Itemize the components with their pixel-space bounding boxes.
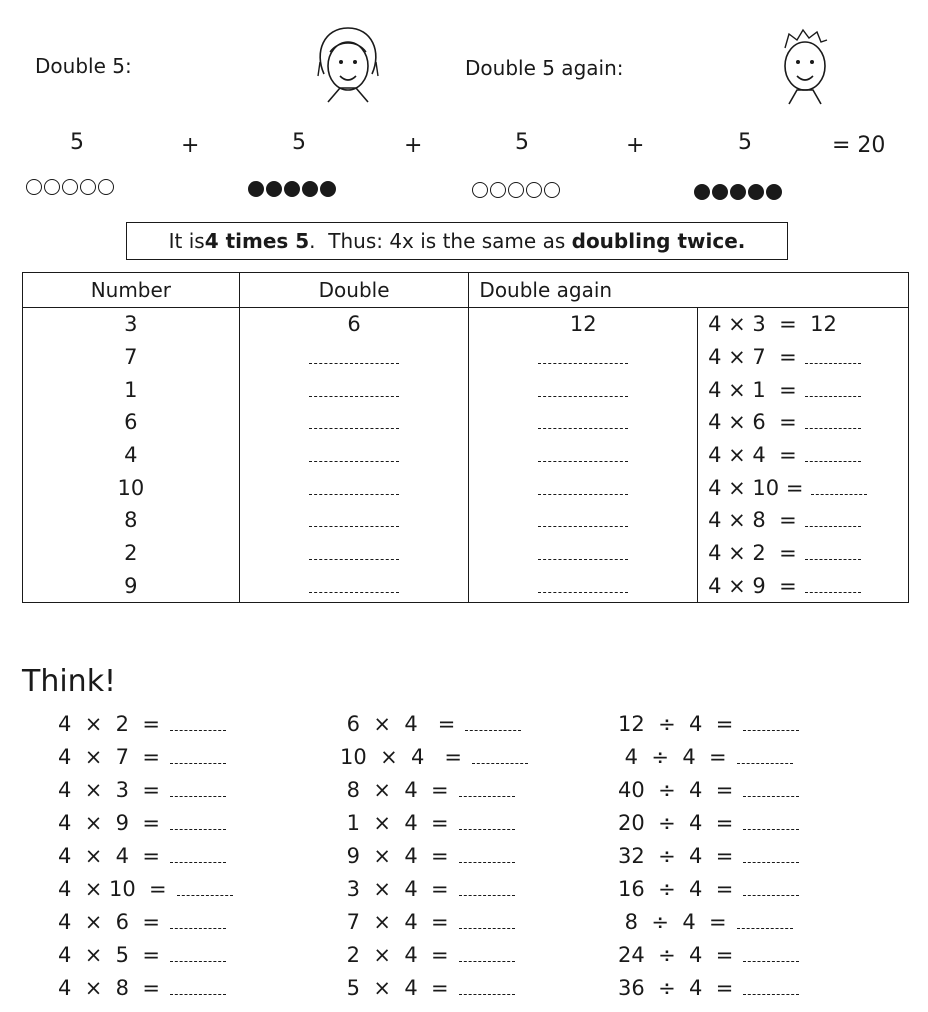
equation-cell — [698, 341, 909, 374]
double-cell — [239, 308, 469, 341]
open-circle — [80, 179, 96, 195]
think-problem — [58, 873, 233, 906]
think-problem — [618, 939, 799, 972]
equation-text: 4 × 4 = — [708, 443, 797, 468]
boy-face-icon — [775, 26, 835, 106]
filled-circle — [248, 181, 264, 197]
problem-text: 4 × 5 = — [58, 943, 160, 967]
think-problem — [58, 774, 233, 807]
table-row — [23, 341, 909, 374]
equation-cell — [698, 504, 909, 537]
think-problem — [58, 906, 233, 939]
think-problem — [340, 939, 528, 972]
problem-text: 24 ÷ 4 = — [618, 943, 734, 967]
think-problem — [340, 807, 528, 840]
think-problem — [58, 972, 233, 1005]
note-box — [126, 222, 788, 260]
answer-blank[interactable] — [805, 351, 861, 364]
problem-text: 4 × 7 = — [58, 745, 160, 769]
note-bold-text: doubling twice. — [571, 229, 746, 253]
think-column — [340, 708, 528, 1005]
open-circle — [26, 179, 42, 195]
equation-text: 4 × 2 = — [708, 541, 797, 566]
filled-circle — [266, 181, 282, 197]
answer-blank[interactable] — [538, 578, 628, 593]
equation-text: 4 × 8 = — [708, 508, 797, 533]
filled-circle — [748, 184, 764, 200]
table-header-row — [23, 273, 909, 308]
column-header: Double again — [469, 273, 698, 308]
double-again-cell — [469, 537, 698, 570]
plus-sign: + — [404, 133, 423, 158]
think-problem — [618, 873, 799, 906]
answer-blank[interactable] — [309, 447, 399, 462]
equation-cell — [698, 308, 909, 341]
think-problem — [618, 906, 799, 939]
answer-blank[interactable] — [538, 512, 628, 527]
answer-blank[interactable] — [170, 916, 226, 929]
equation-text: 4 × 6 = — [708, 410, 797, 435]
answer-blank[interactable] — [538, 545, 628, 560]
answer-blank[interactable] — [538, 447, 628, 462]
problem-text: 4 ÷ 4 = — [618, 745, 727, 769]
answer-blank[interactable] — [805, 449, 861, 462]
answer-blank[interactable] — [309, 382, 399, 397]
open-circle — [508, 182, 524, 198]
sum-term: 5 — [292, 130, 306, 155]
double-again-label: Double 5 again: — [465, 56, 624, 80]
answer-blank[interactable] — [465, 718, 521, 731]
number-value: 9 — [124, 573, 138, 598]
problem-text: 9 × 4 = — [340, 844, 449, 868]
problem-text: 4 × 6 = — [58, 910, 160, 934]
double-again-cell — [469, 373, 698, 406]
filled-circle — [302, 181, 318, 197]
double-cell — [239, 341, 469, 374]
number-value: 3 — [124, 312, 138, 337]
double-again-cell — [469, 570, 698, 603]
double-cell — [239, 373, 469, 406]
answer-blank[interactable] — [459, 883, 515, 896]
answer-blank[interactable] — [737, 751, 793, 764]
double-again-cell — [469, 471, 698, 504]
double-again-cell — [469, 341, 698, 374]
answer-blank[interactable] — [170, 850, 226, 863]
think-problem — [618, 774, 799, 807]
double-again-cell — [469, 439, 698, 472]
equation-cell — [698, 373, 909, 406]
answer-blank[interactable] — [805, 416, 861, 429]
table-row — [23, 537, 909, 570]
double-cell — [239, 439, 469, 472]
open-circles-group — [472, 182, 560, 198]
number-value: 1 — [124, 377, 138, 402]
sum-term: 5 — [70, 130, 84, 155]
problem-text: 4 × 9 = — [58, 811, 160, 835]
problem-text: 8 × 4 = — [340, 778, 449, 802]
problem-text: 3 × 4 = — [340, 877, 449, 901]
equation-cell — [698, 471, 909, 504]
equation-text: 4 × 9 = — [708, 573, 797, 598]
double-value: 6 — [347, 312, 361, 337]
filled-circles-group — [694, 184, 782, 200]
answer-blank[interactable] — [743, 718, 799, 731]
answer-blank[interactable] — [459, 850, 515, 863]
sum-term: 5 — [738, 130, 752, 155]
answer-blank[interactable] — [459, 982, 515, 995]
double-again-cell — [469, 308, 698, 341]
double-cell — [239, 537, 469, 570]
table-row — [23, 570, 909, 603]
number-cell — [23, 308, 240, 341]
filled-circle — [284, 181, 300, 197]
problem-text: 5 × 4 = — [340, 976, 449, 1000]
answer-blank[interactable] — [472, 751, 528, 764]
think-problem — [618, 741, 799, 774]
think-problem — [340, 708, 528, 741]
table-row — [23, 406, 909, 439]
number-cell — [23, 537, 240, 570]
double-cell — [239, 471, 469, 504]
answer-blank[interactable] — [743, 784, 799, 797]
column-header: Number — [23, 273, 240, 308]
equation-cell — [698, 439, 909, 472]
number-cell — [23, 471, 240, 504]
equation-cell — [698, 570, 909, 603]
think-problem — [58, 708, 233, 741]
think-problem — [58, 840, 233, 873]
answer-blank[interactable] — [170, 718, 226, 731]
problem-text: 6 × 4 = — [340, 712, 456, 736]
answer-blank[interactable] — [743, 883, 799, 896]
answer-blank[interactable] — [177, 883, 233, 896]
answer-blank[interactable] — [538, 349, 628, 364]
double-again-cell — [469, 406, 698, 439]
number-value: 2 — [124, 541, 138, 566]
open-circle — [472, 182, 488, 198]
answer-blank[interactable] — [459, 916, 515, 929]
column-header — [698, 273, 909, 308]
think-problem — [58, 939, 233, 972]
open-circles-group — [26, 179, 114, 195]
filled-circle — [730, 184, 746, 200]
number-cell — [23, 439, 240, 472]
sum-result: = 20 — [832, 133, 886, 158]
think-problem — [340, 840, 528, 873]
answer-blank[interactable] — [459, 817, 515, 830]
problem-text: 4 × 3 = — [58, 778, 160, 802]
filled-circle — [766, 184, 782, 200]
equation-cell — [698, 406, 909, 439]
think-problem — [340, 741, 528, 774]
table-row — [23, 471, 909, 504]
note-text: It is — [168, 229, 205, 253]
answer-blank[interactable] — [743, 817, 799, 830]
answer-blank[interactable] — [805, 514, 861, 527]
number-value: 8 — [124, 508, 138, 533]
doubling-table — [22, 272, 909, 603]
double-label: Double 5: — [35, 54, 132, 78]
problem-text: 8 ÷ 4 = — [618, 910, 727, 934]
answer-blank[interactable] — [743, 850, 799, 863]
answer-blank[interactable] — [538, 414, 628, 429]
open-circle — [62, 179, 78, 195]
sum-term: 5 — [515, 130, 529, 155]
answer-blank[interactable] — [811, 482, 867, 495]
answer-blank[interactable] — [309, 414, 399, 429]
plus-sign: + — [181, 133, 200, 158]
answer-blank[interactable] — [805, 547, 861, 560]
double-again-cell — [469, 504, 698, 537]
answer-blank[interactable] — [170, 817, 226, 830]
number-value: 10 — [117, 475, 145, 500]
table-row — [23, 439, 909, 472]
open-circle — [544, 182, 560, 198]
double-cell — [239, 406, 469, 439]
open-circle — [44, 179, 60, 195]
open-circle — [98, 179, 114, 195]
answer-blank[interactable] — [459, 949, 515, 962]
filled-circles-group — [248, 181, 336, 197]
think-problem — [340, 972, 528, 1005]
table-row — [23, 504, 909, 537]
number-cell — [23, 570, 240, 603]
plus-sign: + — [626, 133, 645, 158]
answer-blank[interactable] — [538, 382, 628, 397]
answer-blank[interactable] — [309, 480, 399, 495]
answer-blank[interactable] — [170, 982, 226, 995]
girl-face-icon — [310, 22, 386, 106]
equation-text: 4 × 7 = — [708, 345, 797, 370]
equation-text: 4 × 10 = — [708, 475, 804, 500]
number-value: 4 — [124, 443, 138, 468]
problem-text: 10 × 4 = — [340, 745, 463, 769]
double-cell — [239, 570, 469, 603]
table-row — [23, 373, 909, 406]
think-column — [58, 708, 233, 1005]
equation-text: 4 × 3 = 12 — [708, 312, 837, 337]
answer-blank[interactable] — [805, 384, 861, 397]
answer-blank[interactable] — [737, 916, 793, 929]
double-again-value: 12 — [569, 312, 597, 337]
think-problem — [58, 807, 233, 840]
answer-blank[interactable] — [743, 982, 799, 995]
filled-circle — [712, 184, 728, 200]
think-problem — [618, 840, 799, 873]
think-problem — [340, 873, 528, 906]
equation-text: 4 × 1 = — [708, 377, 797, 402]
number-value: 7 — [124, 345, 138, 370]
open-circle — [526, 182, 542, 198]
answer-blank[interactable] — [459, 784, 515, 797]
answer-blank[interactable] — [170, 751, 226, 764]
answer-blank[interactable] — [309, 545, 399, 560]
answer-blank[interactable] — [309, 349, 399, 364]
problem-text: 4 × 8 = — [58, 976, 160, 1000]
equation-cell — [698, 537, 909, 570]
problem-text: 12 ÷ 4 = — [618, 712, 734, 736]
think-problem — [340, 906, 528, 939]
problem-text: 16 ÷ 4 = — [618, 877, 734, 901]
think-problem — [58, 741, 233, 774]
problem-text: 32 ÷ 4 = — [618, 844, 734, 868]
table-row — [23, 308, 909, 341]
answer-blank[interactable] — [743, 949, 799, 962]
think-problem — [618, 708, 799, 741]
think-problem — [618, 972, 799, 1005]
problem-text: 4 × 2 = — [58, 712, 160, 736]
note-bold-text: 4 times 5 — [204, 229, 310, 253]
note-text: . Thus: 4x is the same as — [309, 229, 572, 253]
problem-text: 36 ÷ 4 = — [618, 976, 734, 1000]
answer-blank[interactable] — [309, 578, 399, 593]
filled-circle — [320, 181, 336, 197]
think-column — [618, 708, 799, 1005]
number-cell — [23, 341, 240, 374]
think-heading: Think! — [22, 664, 117, 699]
answer-blank[interactable] — [309, 512, 399, 527]
think-problem — [340, 774, 528, 807]
think-problem — [618, 807, 799, 840]
double-cell — [239, 504, 469, 537]
answer-blank[interactable] — [538, 480, 628, 495]
problem-text: 2 × 4 = — [340, 943, 449, 967]
problem-text: 40 ÷ 4 = — [618, 778, 734, 802]
answer-blank[interactable] — [805, 580, 861, 593]
open-circle — [490, 182, 506, 198]
number-cell — [23, 406, 240, 439]
filled-circle — [694, 184, 710, 200]
number-cell — [23, 504, 240, 537]
answer-blank[interactable] — [170, 949, 226, 962]
number-value: 6 — [124, 410, 138, 435]
problem-text: 20 ÷ 4 = — [618, 811, 734, 835]
problem-text: 4 × 10 = — [58, 877, 167, 901]
column-header: Double — [239, 273, 469, 308]
problem-text: 4 × 4 = — [58, 844, 160, 868]
answer-blank[interactable] — [170, 784, 226, 797]
number-cell — [23, 373, 240, 406]
problem-text: 7 × 4 = — [340, 910, 449, 934]
problem-text: 1 × 4 = — [340, 811, 449, 835]
